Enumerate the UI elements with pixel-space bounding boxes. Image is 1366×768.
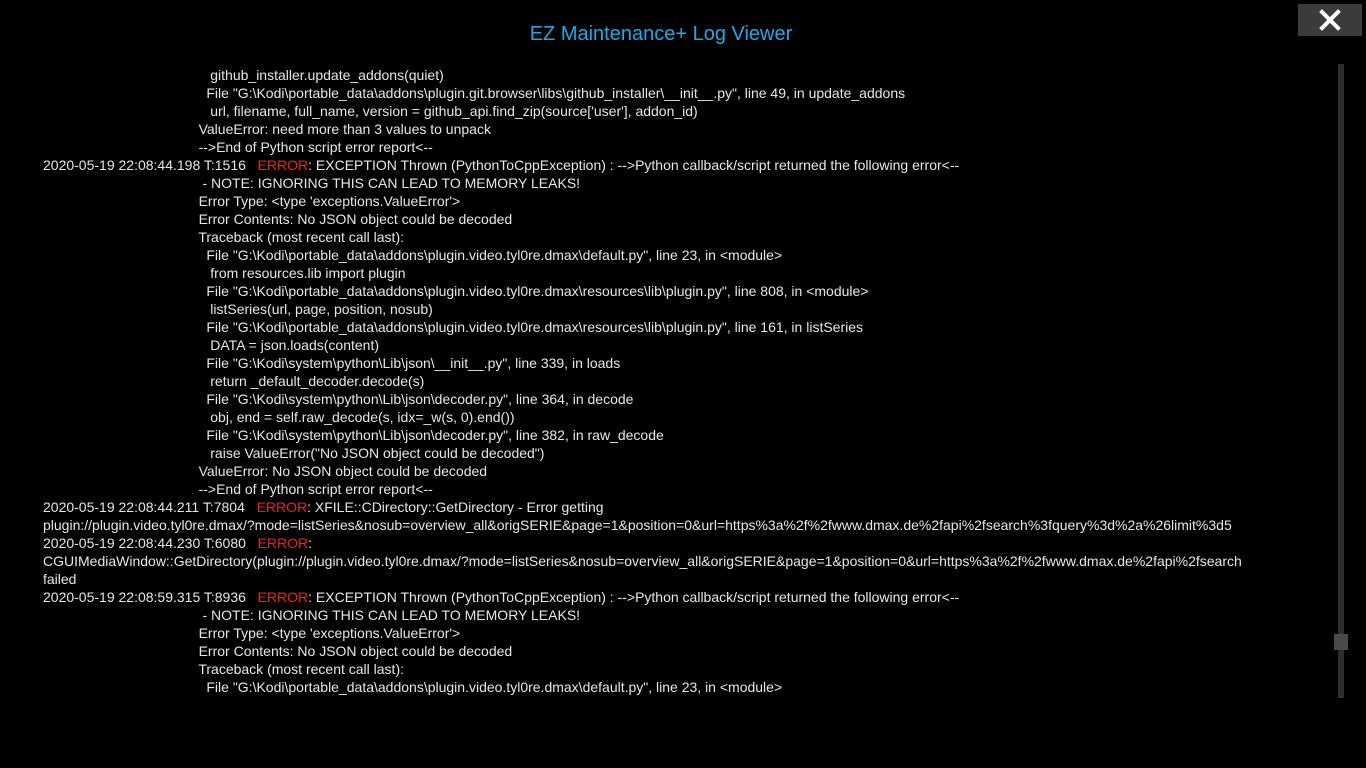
log-message: -->End of Python script error report<-- bbox=[198, 139, 433, 155]
log-timestamp: 2020-05-19 22:08:44.198 T:1516 bbox=[43, 157, 258, 173]
log-level-error: ERROR bbox=[257, 589, 309, 605]
log-line-indent bbox=[43, 355, 206, 371]
window-title: EZ Maintenance+ Log Viewer bbox=[529, 23, 793, 45]
log-line bbox=[43, 120, 1288, 138]
log-message: ValueError: No JSON object could be decoded bbox=[198, 463, 488, 479]
log-level-error: ERROR bbox=[257, 157, 309, 173]
log-line-indent bbox=[43, 229, 198, 245]
log-message: File "G:\Kodi\portable_data\addons\plugin.git.browser\libs\github_installer\__init__.py", line 49, in update_addons bbox=[206, 85, 906, 101]
log-message: Error Contents: No JSON object could be decoded bbox=[198, 211, 513, 227]
log-message: - NOTE: IGNORING THIS CAN LEAD TO MEMORY LEAKS! bbox=[202, 607, 581, 623]
log-line bbox=[43, 192, 1288, 210]
log-line bbox=[43, 228, 1288, 246]
log-line bbox=[43, 210, 1288, 228]
log-message: File "G:\Kodi\system\python\Lib\json\decoder.py", line 364, in decode bbox=[206, 391, 634, 407]
log-message: CGUIMediaWindow::GetDirectory(plugin://plugin.video.tyl0re.dmax/?mode=listSeries&nosub=overview_all&origSERIE&page=1&position=0&url=https%3a%2f%2fwww.dmax.de%2fapi%2fsearch bbox=[43, 553, 1242, 569]
log-line-indent bbox=[43, 103, 210, 119]
log-message: : EXCEPTION Thrown (PythonToCppException) : -->Python callback/script returned the following error<-- bbox=[308, 157, 960, 173]
log-line-indent bbox=[43, 643, 199, 659]
log-line bbox=[43, 354, 1288, 372]
log-line-indent bbox=[43, 427, 206, 443]
log-line-indent bbox=[43, 85, 206, 101]
log-line bbox=[43, 156, 1288, 174]
log-line bbox=[43, 300, 1288, 318]
log-line-indent bbox=[43, 391, 206, 407]
log-line bbox=[43, 84, 1288, 102]
scrollbar-track[interactable] bbox=[1338, 64, 1344, 698]
log-message: Error Type: <type 'exceptions.ValueError'> bbox=[198, 193, 461, 209]
log-message: File "G:\Kodi\portable_data\addons\plugin.video.tyl0re.dmax\resources\lib\plugin.py", line 808, in <module> bbox=[206, 283, 869, 299]
log-line bbox=[43, 102, 1288, 120]
log-message: File "G:\Kodi\portable_data\addons\plugin.video.tyl0re.dmax\default.py", line 23, in <module> bbox=[206, 679, 783, 695]
log-text-area[interactable] bbox=[43, 66, 1288, 698]
log-line-indent bbox=[43, 175, 202, 191]
log-line-indent bbox=[43, 463, 199, 479]
log-line-indent bbox=[43, 625, 199, 641]
log-message: : EXCEPTION Thrown (PythonToCppException) : -->Python callback/script returned the following error<-- bbox=[308, 589, 960, 605]
log-timestamp: 2020-05-19 22:08:59.315 T:8936 bbox=[43, 589, 258, 605]
log-line bbox=[43, 246, 1288, 264]
log-line bbox=[43, 642, 1288, 660]
log-line bbox=[43, 390, 1288, 408]
log-line-indent bbox=[43, 67, 210, 83]
log-line bbox=[43, 66, 1288, 84]
log-message: plugin://plugin.video.tyl0re.dmax/?mode=listSeries&nosub=overview_all&origSERIE&page=1&position=0&url=https%3a%2f%2fwww.dmax.de%2fapi%2fsearch%3fquery%3d%2a%26limit%3d5 bbox=[43, 517, 1232, 533]
log-line bbox=[43, 138, 1288, 156]
log-line bbox=[43, 516, 1288, 534]
log-level-error: ERROR bbox=[257, 535, 309, 551]
log-message: : XFILE::CDirectory::GetDirectory - Error getting bbox=[307, 499, 604, 515]
log-line bbox=[43, 174, 1288, 192]
log-line-indent bbox=[43, 607, 202, 623]
log-line bbox=[43, 336, 1288, 354]
log-message: File "G:\Kodi\system\python\Lib\json\decoder.py", line 382, in raw_decode bbox=[206, 427, 664, 443]
log-line-indent bbox=[43, 481, 199, 497]
log-line bbox=[43, 264, 1288, 282]
log-line-indent bbox=[43, 661, 198, 677]
log-message: github_installer.update_addons(quiet) bbox=[210, 67, 444, 83]
log-line bbox=[43, 408, 1288, 426]
log-line-indent bbox=[43, 301, 210, 317]
log-line bbox=[43, 426, 1288, 444]
log-message: failed bbox=[43, 571, 77, 587]
log-line-indent bbox=[43, 139, 199, 155]
log-line bbox=[43, 498, 1288, 516]
log-message: Traceback (most recent call last): bbox=[198, 229, 404, 245]
close-button[interactable] bbox=[1298, 4, 1362, 36]
log-message: Error Type: <type 'exceptions.ValueError'> bbox=[198, 625, 461, 641]
log-line bbox=[43, 588, 1288, 606]
log-line-indent bbox=[43, 337, 210, 353]
scrollbar-thumb[interactable] bbox=[1334, 634, 1348, 650]
log-message: File "G:\Kodi\system\python\Lib\json\__init__.py", line 339, in loads bbox=[206, 355, 621, 371]
log-message: - NOTE: IGNORING THIS CAN LEAD TO MEMORY LEAKS! bbox=[202, 175, 581, 191]
log-line bbox=[43, 480, 1288, 498]
log-line bbox=[43, 624, 1288, 642]
log-timestamp: 2020-05-19 22:08:44.230 T:6080 bbox=[43, 535, 258, 551]
log-line bbox=[43, 282, 1288, 300]
log-line-indent bbox=[43, 373, 210, 389]
log-message: : bbox=[308, 535, 313, 551]
log-line bbox=[43, 462, 1288, 480]
log-line bbox=[43, 570, 1288, 588]
log-line-indent bbox=[43, 445, 210, 461]
log-message: File "G:\Kodi\portable_data\addons\plugin.video.tyl0re.dmax\default.py", line 23, in <module> bbox=[206, 247, 783, 263]
log-message: listSeries(url, page, position, nosub) bbox=[210, 301, 433, 317]
log-line-indent bbox=[43, 265, 210, 281]
log-message: Traceback (most recent call last): bbox=[198, 661, 404, 677]
log-line-indent bbox=[43, 679, 206, 695]
log-line bbox=[43, 552, 1288, 570]
log-message: DATA = json.loads(content) bbox=[210, 337, 379, 353]
log-line bbox=[43, 678, 1288, 696]
log-message: from resources.lib import plugin bbox=[210, 265, 406, 281]
log-message: obj, end = self.raw_decode(s, idx=_w(s, 0).end()) bbox=[210, 409, 515, 425]
log-message: raise ValueError("No JSON object could be decoded") bbox=[210, 445, 545, 461]
log-timestamp: 2020-05-19 22:08:44.211 T:7804 bbox=[43, 499, 257, 515]
log-line bbox=[43, 372, 1288, 390]
log-line bbox=[43, 318, 1288, 336]
log-line-indent bbox=[43, 193, 199, 209]
close-icon bbox=[1319, 9, 1341, 31]
log-line bbox=[43, 444, 1288, 462]
log-message: -->End of Python script error report<-- bbox=[198, 481, 433, 497]
log-line bbox=[43, 660, 1288, 678]
log-message: ValueError: need more than 3 values to unpack bbox=[198, 121, 491, 137]
log-line-indent bbox=[43, 319, 206, 335]
log-line-indent bbox=[43, 211, 199, 227]
log-line-indent bbox=[43, 121, 199, 137]
log-line bbox=[43, 534, 1288, 552]
log-message: File "G:\Kodi\portable_data\addons\plugin.video.tyl0re.dmax\resources\lib\plugin.py", line 161, in listSeries bbox=[206, 319, 864, 335]
log-line-indent bbox=[43, 247, 206, 263]
log-line-indent bbox=[43, 409, 210, 425]
log-message: Error Contents: No JSON object could be decoded bbox=[198, 643, 513, 659]
log-line-indent bbox=[43, 283, 206, 299]
log-message: url, filename, full_name, version = github_api.find_zip(source['user'], addon_id) bbox=[210, 103, 698, 119]
log-message: return _default_decoder.decode(s) bbox=[210, 373, 425, 389]
log-line bbox=[43, 606, 1288, 624]
log-level-error: ERROR bbox=[256, 499, 308, 515]
